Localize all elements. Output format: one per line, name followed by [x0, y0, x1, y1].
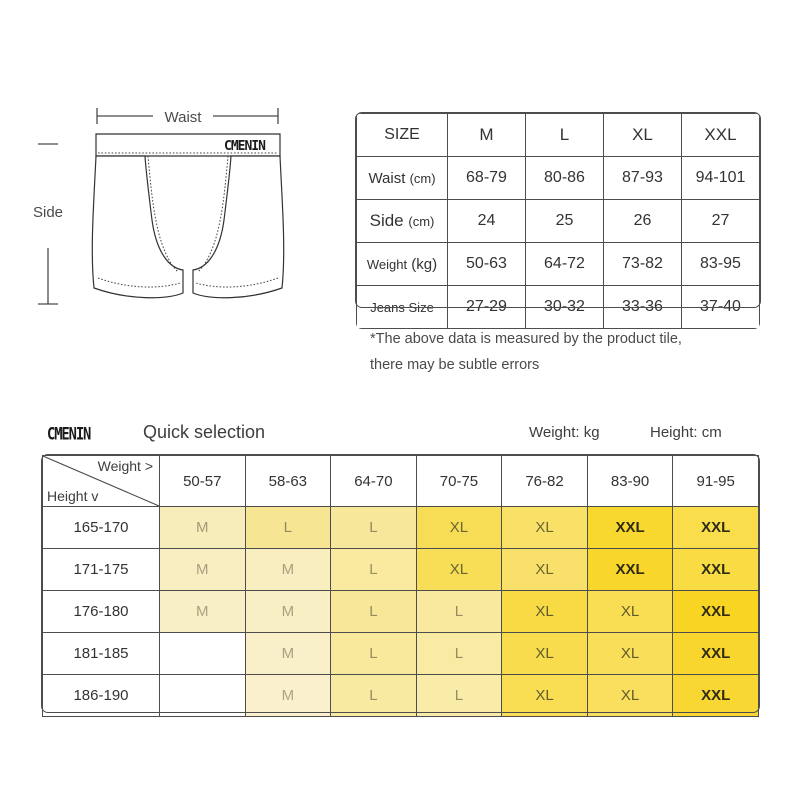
- corner-weight-label: Weight >: [97, 458, 153, 474]
- size-cell: XL: [587, 633, 673, 675]
- cell-waist-xl: 87-93: [604, 157, 682, 200]
- left-leg: [92, 156, 183, 298]
- height-row-label: 176-180: [43, 591, 160, 633]
- cell-jeans-xxl: 37-40: [682, 286, 760, 329]
- weight-unit-label: Weight: kg: [529, 424, 600, 441]
- size-table-col-xxl: XXL: [682, 114, 760, 157]
- weight-column-header: 58-63: [245, 456, 331, 507]
- weight-column-header: 91-95: [673, 456, 759, 507]
- size-cell: XXL: [587, 549, 673, 591]
- size-table-container: [356, 113, 760, 329]
- size-table-header-row: [357, 114, 760, 157]
- size-cell: L: [331, 633, 417, 675]
- weight-column-header: 76-82: [502, 456, 588, 507]
- corner-height-label: Height v: [47, 488, 99, 504]
- size-cell: XL: [587, 591, 673, 633]
- height-row-label: 165-170: [43, 507, 160, 549]
- cell-weight-xl: 73-82: [604, 243, 682, 286]
- cell-weight-m: 50-63: [448, 243, 526, 286]
- size-table-col-xl: XL: [604, 114, 682, 157]
- table-row: [43, 633, 759, 675]
- size-cell: M: [160, 507, 246, 549]
- row-label-side: [357, 200, 448, 243]
- size-cell: L: [331, 507, 417, 549]
- size-table-row: [357, 157, 760, 200]
- size-table-col-size: SIZE: [357, 114, 448, 157]
- row-label-weight: [357, 243, 448, 286]
- weight-column-header: 50-57: [160, 456, 246, 507]
- cell-side-xl: 26: [604, 200, 682, 243]
- cell-jeans-m: 27-29: [448, 286, 526, 329]
- size-cell: M: [245, 633, 331, 675]
- quick-selection-title: Quick selection: [143, 422, 266, 442]
- boxer-brief-outline: [92, 134, 283, 298]
- size-table-row: [357, 243, 760, 286]
- size-cell: M: [245, 549, 331, 591]
- size-cell: XXL: [673, 591, 759, 633]
- cell-waist-l: 80-86: [526, 157, 604, 200]
- size-cell: M: [245, 675, 331, 717]
- size-cell: XL: [587, 675, 673, 717]
- waist-label: Waist: [164, 109, 202, 126]
- table-row: [43, 507, 759, 549]
- table-row: [43, 591, 759, 633]
- size-cell: [160, 675, 246, 717]
- size-cell: XXL: [673, 507, 759, 549]
- row-label-waist: [357, 157, 448, 200]
- size-cell: L: [331, 591, 417, 633]
- size-cell: XL: [502, 549, 588, 591]
- quick-selection-table-container: [42, 455, 759, 717]
- size-cell: L: [416, 675, 502, 717]
- table-row: [43, 549, 759, 591]
- height-unit-label: Height: cm: [650, 424, 722, 441]
- size-cell: XL: [502, 591, 588, 633]
- quick-selection-header: [42, 422, 772, 450]
- cell-jeans-l: 30-32: [526, 286, 604, 329]
- size-cell: XXL: [673, 633, 759, 675]
- weight-column-header: 64-70: [331, 456, 417, 507]
- cell-weight-xxl: 83-95: [682, 243, 760, 286]
- cell-waist-m: 68-79: [448, 157, 526, 200]
- cell-side-m: 24: [448, 200, 526, 243]
- size-cell: L: [331, 675, 417, 717]
- size-cell: L: [331, 549, 417, 591]
- size-cell: M: [245, 591, 331, 633]
- height-row-label: 181-185: [43, 633, 160, 675]
- cell-jeans-xl: 33-36: [604, 286, 682, 329]
- note-line-1: *The above data is measured by the product tile,: [370, 331, 682, 347]
- size-cell: M: [160, 591, 246, 633]
- height-row-label: 171-175: [43, 549, 160, 591]
- cell-waist-xxl: 94-101: [682, 157, 760, 200]
- cell-side-l: 25: [526, 200, 604, 243]
- row-label-jeans-size: Jeans Size: [357, 286, 448, 329]
- quick-selection-table: [42, 455, 759, 717]
- size-cell: L: [416, 591, 502, 633]
- side-measure-line: [38, 144, 58, 304]
- size-cell: [160, 633, 246, 675]
- product-diagram: [28, 100, 338, 330]
- size-cell: XXL: [587, 507, 673, 549]
- size-cell: XL: [502, 633, 588, 675]
- measurement-note: [370, 326, 770, 378]
- quick-header-row: [43, 456, 759, 507]
- size-table: [356, 113, 760, 329]
- size-cell: XL: [416, 549, 502, 591]
- cell-side-xxl: 27: [682, 200, 760, 243]
- size-table-row: [357, 200, 760, 243]
- size-cell: XXL: [673, 675, 759, 717]
- weight-column-header: 70-75: [416, 456, 502, 507]
- size-table-col-l: L: [526, 114, 604, 157]
- right-leg: [193, 156, 284, 298]
- row-label-unit: (kg): [411, 255, 438, 273]
- corner-header-cell: [43, 456, 160, 507]
- row-label-text: Weight: [366, 256, 408, 272]
- brand-logo: CMENIN: [47, 424, 91, 445]
- table-row: [43, 675, 759, 717]
- note-line-2: there may be subtle errors: [370, 357, 540, 373]
- waistband-brand-logo: CMENIN: [224, 139, 265, 154]
- weight-column-header: 83-90: [587, 456, 673, 507]
- size-cell: XXL: [673, 549, 759, 591]
- size-table-col-m: M: [448, 114, 526, 157]
- cell-weight-l: 64-72: [526, 243, 604, 286]
- size-cell: XL: [502, 507, 588, 549]
- size-cell: XL: [416, 507, 502, 549]
- height-row-label: 186-190: [43, 675, 160, 717]
- size-table-row: [357, 286, 760, 329]
- size-cell: L: [416, 633, 502, 675]
- row-label-unit: (cm): [409, 170, 436, 186]
- size-cell: M: [160, 549, 246, 591]
- size-cell: L: [245, 507, 331, 549]
- row-label-unit: (cm): [408, 214, 435, 229]
- side-label: Side: [32, 204, 64, 221]
- row-label-text: Waist: [368, 169, 406, 187]
- size-cell: XL: [502, 675, 588, 717]
- row-label-text: Side: [369, 211, 404, 230]
